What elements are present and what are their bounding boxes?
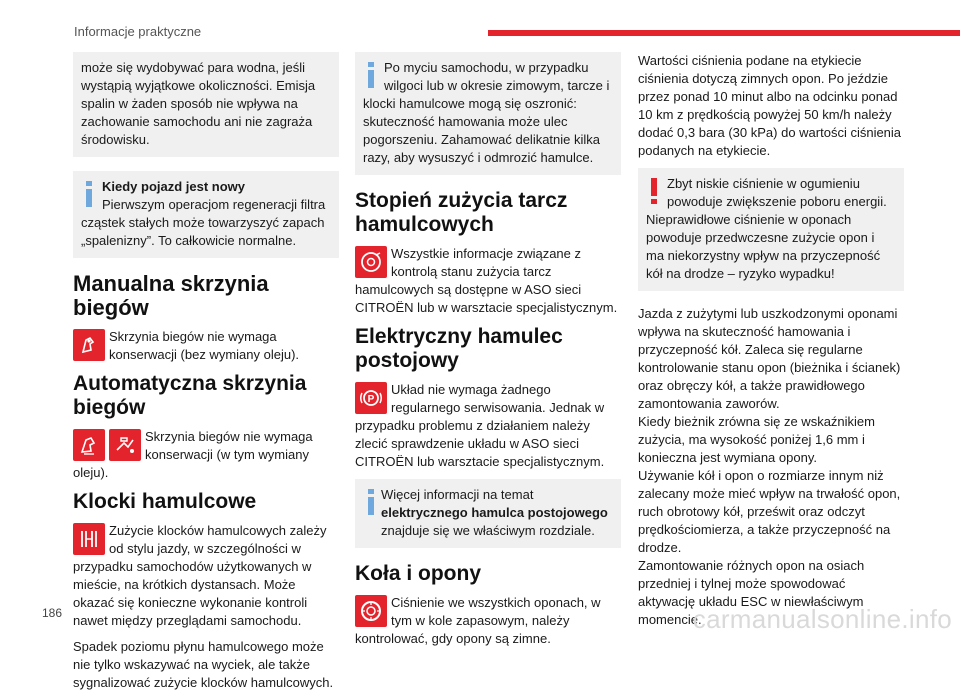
section-heading-wheels-tyres: Koła i opony — [355, 562, 481, 585]
info-icon — [364, 62, 378, 88]
paragraph-manual-gearbox — [73, 328, 339, 364]
paragraph-text: Ciśnienie we wszystkich oponach, w tym w kole zapasowym, należy kontrolować, gdy opony są zimne. — [355, 595, 601, 646]
paragraph-text: Skrzynia biegów nie wymaga konserwacji (bez wymiany oleju). — [109, 329, 300, 362]
warning-icon — [647, 178, 661, 204]
column-3 — [638, 52, 904, 629]
oil-change-icon — [109, 429, 141, 461]
info-box-emission — [73, 52, 339, 157]
info-box-new-vehicle — [73, 171, 339, 258]
header-accent-bar — [488, 30, 960, 36]
gearbox-icon — [73, 429, 105, 461]
paragraph-text: Układ nie wymaga żadnego regularnego serwisowania. Jednak w przypadku problemu z działaniem należy zlecić sprawdzenie układu w ASO sieci CITROËN lub warsztacie specjalistycznym. — [355, 382, 605, 469]
paragraph-brake-discs — [355, 245, 621, 317]
column-1 — [73, 52, 339, 692]
info-box-text: może się wydobywać para wodna, jeśli wystąpią wyjątkowe okoliczności. Emisja spalin w żaden sposób nie wpływa na zachowanie samochodu ani nie zagraża środowisku. — [81, 60, 316, 147]
warning-box-pressure — [638, 168, 904, 291]
paragraph-tyre-pressure-label: Wartości ciśnienia podane na etykiecie ciśnienia dotyczą zimnych opon. Po jeździe przez ponad 10 minut albo na odcinku ponad 10 km z prędkością powyżej 50 km/h należy dodać 0,3 bara (30 kPa) do wartości ciśnienia podanych na etykiecie. — [638, 53, 902, 158]
paragraph-tyre-size: Używanie kół i opon o rozmiarze innym niż zalecany może mieć wpływ na trwałość opon, ruch obrotowy kół, prześwit oraz odczyt prędkościomierza, a także przyczepność na drodze. — [638, 468, 901, 555]
paragraph-automatic-gearbox — [73, 428, 339, 482]
warning-box-text: Zbyt niskie ciśnienie w ogumieniu powoduje zwiększenie poboru energii. Nieprawidłowe ciśnienie w oponach powoduje przedwczesne zużycie opon i ma niekorzystny wpływ na przyczepność kół na drodze – ryzyko wypadku! — [646, 176, 887, 281]
section-heading-parking-brake: Elektryczny hamulec postojowy — [355, 325, 563, 372]
paragraph-parking-brake — [355, 381, 621, 471]
column-2 — [355, 52, 621, 656]
page-number: 186 — [42, 606, 63, 620]
section-heading-brake-pads: Klocki hamulcowe — [73, 490, 257, 513]
info-box-frost — [355, 52, 621, 175]
parking-brake-icon — [355, 382, 387, 414]
info-box-text: Po myciu samochodu, w przypadku wilgoci lub w okresie zimowym, tarcze i klocki hamulcowe mogą się oszronić: skuteczność hamowania może ulec pogorszeniu. Zahamować delikatnie kilka razy, aby wysuszyć i odmrozić hamulce. — [363, 60, 610, 165]
info-icon — [364, 489, 378, 515]
gearbox-icon — [73, 329, 105, 361]
info-box-text: Więcej informacji na temat — [381, 487, 534, 502]
info-icon — [82, 181, 96, 207]
svg-text:P: P — [367, 394, 375, 405]
paragraph-text: Skrzynia biegów nie wymaga konserwacji (w tym wymiany oleju). — [73, 429, 313, 480]
tyre-pressure-icon — [355, 595, 387, 627]
watermark: carmanualsonline.info — [692, 604, 952, 634]
info-box-bold-text: elektrycznego hamulca postojowego — [381, 505, 608, 520]
section-heading-manual-gearbox: Manualna skrzynia biegów — [73, 271, 269, 320]
info-box-parking-brake — [355, 479, 621, 548]
section-heading-brake-discs: Stopień zużycia tarcz hamulcowych — [355, 189, 568, 236]
paragraph-text: Wszystkie informacje związane z kontrolą stanu zużycia tarcz hamulcowych są dostępne w ASO sieci CITROËN lub w warsztacie specjalistycznym. — [355, 246, 618, 315]
paragraph-wear-indicator: Kiedy bieżnik zrówna się ze wskaźnikiem zużycia, ma wysokość poniżej 1,6 mm i konieczna jest wymiana opony. — [638, 414, 875, 465]
info-box-text: Pierwszym operacjom regeneracji filtra cząstek stałych może towarzyszyć zapach „spalenizny”. To całkowicie normalne. — [81, 197, 326, 248]
paragraph-text: Zużycie klocków hamulcowych zależy od stylu jazdy, w szczególności w przypadku samochodów użytkowanych w mieście, na krótkich dystansach. Może okazać się konieczne wykonanie kontroli nawet między przeglądami samochodu. — [73, 523, 327, 628]
brake-pads-icon — [73, 523, 105, 555]
running-header-title: Informacje praktyczne — [74, 24, 202, 39]
section-heading-automatic-gearbox: Automatyczna skrzynia biegów — [73, 372, 307, 419]
brake-disc-icon — [355, 246, 387, 278]
paragraph-worn-tyres: Jazda z zużytymi lub uszkodzonymi oponami wpływa na skuteczność hamowania i przyczepność kół. Zaleca się regularne kontrolowanie stanu opon (bieżnika i ścianek) oraz obręczy kół, a także prawidłowego zamontowania zaworów. — [638, 306, 901, 411]
info-box-text: znajduje się we właściwym rozdziale. — [381, 523, 595, 538]
paragraph-brake-fluid: Spadek poziomu płynu hamulcowego może nie tylko wskazywać na wyciek, ale także sygnalizować zużycie klocków hamulcowych. — [73, 639, 334, 690]
info-box-title: Kiedy pojazd jest nowy — [102, 179, 246, 194]
paragraph-tyres — [355, 594, 621, 648]
paragraph-brake-pads — [73, 522, 339, 630]
paragraph-esc: Zamontowanie różnych opon na osiach przedniej i tylnej może spowodować aktywację układu ESC w niewłaściwym momencie. — [638, 558, 865, 627]
